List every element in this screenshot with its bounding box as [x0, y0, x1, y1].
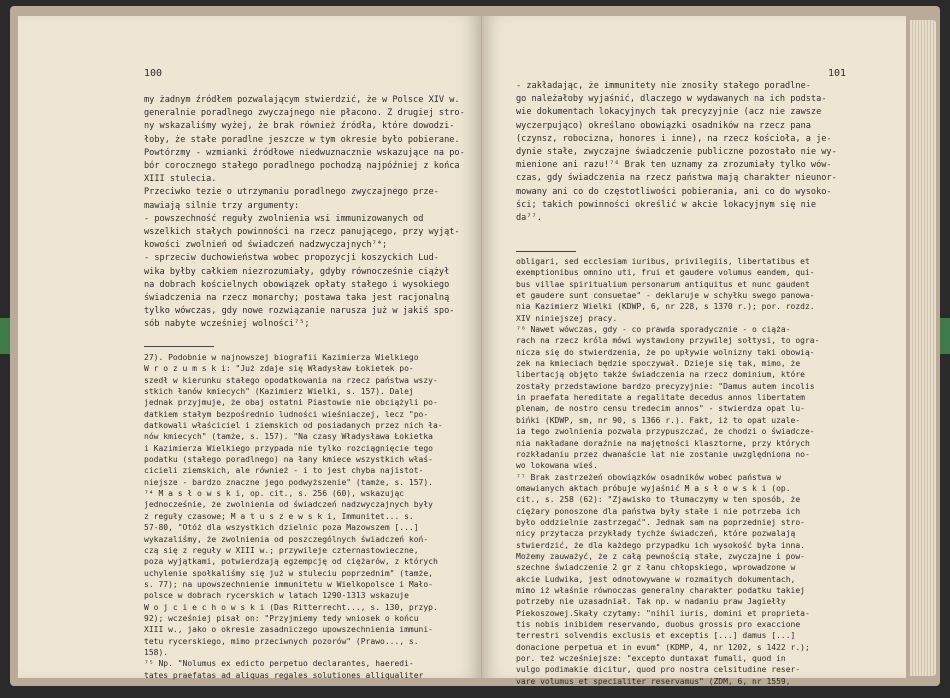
- text-line: nia nakładane doraźnie na majętności klasztorne, przy których: [516, 438, 810, 448]
- footnote-separator: [144, 346, 214, 347]
- text-line: czas, gdy świadczenia na rzecz państwa mają charakter nieunor-: [516, 173, 837, 184]
- text-line: ⁷⁵ Np. "Nolumus ex edicto perpetuo declarantes, haeredi-: [144, 659, 414, 669]
- text-line: my żadnym źródłem pozwalającym stwierdzić, że w Polsce XIV w.: [144, 95, 460, 105]
- text-line: podatku (stałego poradlnego) na łany kmiece wszystkich właś-: [144, 455, 433, 465]
- left-page: [18, 16, 481, 678]
- text-line: akcie Ludwika, jest odnotowywane w rozmaitych dokumentach,: [516, 574, 796, 584]
- text-line: mawiają silnie trzy argumenty:: [144, 200, 300, 211]
- text-line: tates praefatas ad aliquas regales solutiones alliqualiter: [144, 670, 424, 680]
- text-line: niejsze - bardzo znaczne jego podwyższenie" (tamże, s. 157).: [144, 477, 433, 487]
- text-line: plenam, de nostro censu tredecim annos" - stwierdza opat lu-: [516, 404, 805, 414]
- text-line: bus villae spiritualium personarum antiquitus et nunc gaudent: [516, 279, 810, 289]
- text-line: rozkładaniu przez dwanaście lat nie zostanie uwzględniona no-: [516, 449, 810, 459]
- text-line: mimo iż właśnie równoczas generalny charakter podatku takiej: [516, 585, 805, 595]
- text-line: było oddzielnie zastrzegać". Jednak sam na poprzedniej stro-: [516, 517, 805, 527]
- page-number: 101: [828, 68, 847, 79]
- text-line: stkich łanów kmiecych" (Kazimierz Wielki, s. 157). Dalej: [144, 387, 414, 397]
- text-line: łoby, że stałe poradlne jeszcze w tym okresie było pobierane.: [144, 134, 460, 145]
- text-line: generalnie poradlnego zwyczajnego nie płacono. Z drugiej stro-: [144, 108, 465, 119]
- text-line: wyczerpująco) określano obowiązki osadników na rzecz pana: [516, 120, 811, 131]
- text-line: z reguły czasowe; M a t u s z e w s k i, Immunitet... s.: [144, 511, 414, 521]
- text-line: Piekoszowej.Skały czytamy: "nihil iuris, domini et proprieta-: [516, 608, 810, 618]
- text-line: (czynsz, robocizna, honores i inne), na rzecz kościoła, a je-: [516, 133, 832, 144]
- text-line: ⁷⁴ M a s ł o w s k i, op. cit., s. 256 (60), wskazując: [144, 489, 405, 499]
- text-line: kowości zwolnień od świadczeń nadzwyczajnych⁷⁴;: [144, 240, 388, 251]
- text-line: donacione perpetua et in evum" (KDMP, 4, nr 1202, s 1422 r.);: [516, 642, 810, 652]
- text-line: s. 77); na upowszechnienie immunitetu w Wielkopolsce i Mało-: [144, 579, 433, 589]
- text-line: ciężary ponoszone dla państwa były stałe i nie potrzeba ich: [516, 506, 801, 516]
- text-line: wszelkich stałych powinności na rzecz panującego, przy wyjąt-: [144, 227, 460, 238]
- footnotes: [516, 256, 870, 698]
- text-line: datkiem stałym bezpośrednio ludności wieśniaczej, lecz "po-: [144, 409, 429, 419]
- text-line: 27). Podobnie w najnowszej biografii Kazimierza Wielkiego: [144, 353, 419, 362]
- text-line: zek na kmieciach będzie spoczywał. Dzieje się tak, mimo, że: [516, 359, 801, 369]
- text-line: świadczenia na rzecz monarchy; postawa taka jest racjonalną: [144, 293, 450, 304]
- text-line: W r o z u m s k i: "Już zdaje się Władysław Łokietek po-: [144, 364, 414, 374]
- text-line: vulgo podimakie dicitur, quod pro nostra celsitudine reser-: [516, 665, 801, 675]
- page-number: 100: [144, 68, 163, 79]
- text-line: ⁷⁶ Nawet wówczas, gdy - co prawda sporadycznie - o ciąża-: [516, 325, 791, 335]
- text-line: rach na rzecz króla mówi wystawiony przywilej sołtysi, to ogra-: [516, 336, 820, 346]
- text-line: obligari, sed ecclesiam iuribus, privilegiis, libertatibus et: [516, 257, 810, 266]
- text-line: tetu rycerskiego, mimo przeciwnych pozorów" (Prawo..., s.: [144, 636, 419, 646]
- text-line: da⁷⁷.: [516, 213, 542, 224]
- text-line: ⁷⁷ Brak zastrzeżeń obowiązków osadników wobec państwa w: [516, 472, 781, 482]
- text-line: nia Kazimierz Wielki (KDWP, 6, nr 228, s 1370 r.); por. rozdz.: [516, 302, 815, 312]
- text-line: XIV niniejszej pracy.: [516, 313, 618, 323]
- text-line: datkowali właściciel i ziemskich od posiadanych przez nich ła-: [144, 421, 443, 431]
- text-line: exemptionibus omnino uti, frui et gaudere volumus eandem, qui-: [516, 268, 815, 278]
- text-line: - powszechność reguły zwolnienia wsi immunizowanych od: [144, 213, 424, 224]
- text-line: Powtórzmy - wzmianki źródłowe niedwuznacznie wskazujące na po-: [144, 147, 465, 158]
- text-line: bór corocznego stałego poradlnego pochodzą najpóźniej z końca: [144, 161, 460, 172]
- text-line: por. też wcześniejsze: "excepto duntaxat fumali, quod in: [516, 654, 786, 664]
- text-line: wika byłby całkiem niezrozumiały, gdyby równocześnie ciążył: [144, 266, 450, 277]
- text-line: wykazaliśmy, że zwolnienia od poszczególnych świadczeń koń-: [144, 534, 429, 544]
- text-line: szedł w kierunku stałego opodatkowania na rzecz państwa wszy-: [144, 375, 438, 385]
- text-line: wo lokowana wieś.: [516, 461, 598, 471]
- text-line: et gaudere sunt consuetae" - deklaruje w schyłku swego panowa-: [516, 291, 815, 301]
- text-line: wie dokumentach lokacyjnych tak precyzyjnie (acz nie zawsze: [516, 107, 822, 118]
- text-line: dynie stałe, zwyczajne świadczenie publiczne pozostało nie wy-: [516, 147, 837, 158]
- text-line: poza wyjątkami, potwierdzają egzempcję od ciężarów, z których: [144, 557, 438, 567]
- page-edges: [910, 20, 936, 676]
- main-text: [516, 80, 870, 225]
- text-line: terrestri solvendis exclusis et exceptis [...] damus [...]: [516, 631, 796, 641]
- text-line: jednocześnie, że zwolnienia od świadczeń nadzwyczajnych były: [144, 500, 433, 510]
- text-line: Możemy zauważyć, że z całą pewnością stałe, zwyczajne i pow-: [516, 551, 805, 561]
- text-line: szechne świadczenie 2 gr z łanu chłopskiego, wprowadzone w: [516, 563, 796, 573]
- text-line: mowany ani co do częstotliwości pobierania, ani co do wysoko-: [516, 186, 832, 197]
- text-line: tylko wówczas, gdy nowe rozwiązanie narusza już w jakiś spo-: [144, 306, 455, 317]
- text-line: Przeciwko tezie o utrzymaniu poradlnego zwyczajnego prze-: [144, 187, 439, 198]
- text-line: 57-80, "Otóż dla wszystkich dzielnic poza Mazowszem [...]: [144, 523, 419, 533]
- text-line: in praefata hereditate a regalitate decedus annos libertatem: [516, 393, 805, 403]
- footnote-separator: [516, 251, 576, 252]
- text-line: ny wskazaliśmy wyżej, że brak również źródła, które dowodzi-: [144, 121, 455, 132]
- main-text: [144, 94, 466, 332]
- text-line: sób nabyte wcześniej wolności⁷⁵;: [144, 319, 310, 330]
- text-line: XIII stulecia.: [144, 174, 217, 185]
- text-line: vare volumus et specialiter reservamus" (ZDM, 6, nr 1559,: [516, 676, 791, 686]
- text-line: - sprzeciw duchowieństwa wobec propozycji koszyckich Lud-: [144, 253, 439, 264]
- text-line: tis nobis inibidem reservando, duobus grossis pro exaccione: [516, 620, 801, 629]
- text-line: XIII w., jako o okresie zasadniczego upowszechnienia immuni-: [144, 625, 433, 635]
- text-line: i Kazimierza Wielkiego przypada nie tylko rozciągnięcie tego: [144, 443, 433, 453]
- text-line: z 1389 r.); "eximimus tamen pro nobis ac nostris successo-: [516, 688, 796, 698]
- text-line: uchylenie społkaliśmy się już w stuleciu poprzednim" (tamże,: [144, 568, 433, 578]
- text-line: go należałoby wyjaśnić, dlaczego w wydawanych na ich podsta-: [516, 94, 827, 105]
- text-line: na dobrach kościelnych obowiązek opłaty stałego i wysokiego: [144, 279, 450, 290]
- text-line: libertacją objęto także świadczenia na rzecz dominium, które: [516, 370, 805, 380]
- text-line: omawianych aktach próbuje wyjaśnić M a s ł o w s k i (op.: [516, 483, 791, 493]
- text-line: - zakładając, że immunitety nie znosiły stałego poradlne-: [516, 81, 811, 91]
- text-line: 158).: [144, 647, 169, 657]
- text-line: stwierdzić, że dla każdego przypadku ich wysokość była inna.: [516, 540, 805, 550]
- text-line: nicy przytacza przykłady tychże świadczeń, które pozwalają: [516, 529, 796, 539]
- text-line: mienione ani razu!⁷⁶ Brak ten uznamy za zrozumiały tylko wów-: [516, 160, 832, 171]
- text-line: ści; takich powinności określić w akcie lokacyjnym się nie: [516, 199, 817, 210]
- text-line: jednak przyjmuje, że obaj ostatni Piastowie nie obciążyli po-: [144, 398, 438, 408]
- text-line: ia tego zwolnienia pozwala przypuszczać, że chodzi o świadcze-: [516, 427, 815, 437]
- text-line: bińki (KDWP, sm, nr 90, s 1366 r.). Fakt, iż to opat uzale-: [516, 415, 801, 425]
- text-line: cicieli ziemskich, ale również - i to jest chyba najistot-: [144, 466, 424, 476]
- text-line: potrzeby nie uzasadniał. Tak np. w nadaniu praw Jagiełły: [516, 597, 786, 607]
- text-line: 92); wcześniej pisał on: "Przyjmiemy tedy wniosek o końcu: [144, 613, 419, 623]
- right-page: [482, 16, 906, 698]
- open-book: [10, 6, 940, 698]
- text-line: cit., s. 258 (62): "Zjawisko to tłumaczymy w ten sposób, że: [516, 495, 801, 505]
- text-line: W o j c i e c h o w s k i (Das Ritterrecht..., s. 130, przyp.: [144, 602, 438, 612]
- text-line: czą się z reguły w XIII w.; przywileje czternastowieczne,: [144, 545, 419, 555]
- text-line: nów kmiecych" (tamże, s. 157). "Na czasy Władysława Łokietka: [144, 432, 433, 442]
- footnotes: [144, 352, 466, 681]
- text-line: zostały przedstawione bardzo precyzyjnie: "Damus autem incolis: [516, 381, 815, 391]
- text-line: nicza się do stwierdzenia, że po upływie wolnizny taki obowią-: [516, 347, 815, 357]
- text-line: polsce w dobrach rycerskich w latach 1290-1313 wskazuje: [144, 591, 409, 601]
